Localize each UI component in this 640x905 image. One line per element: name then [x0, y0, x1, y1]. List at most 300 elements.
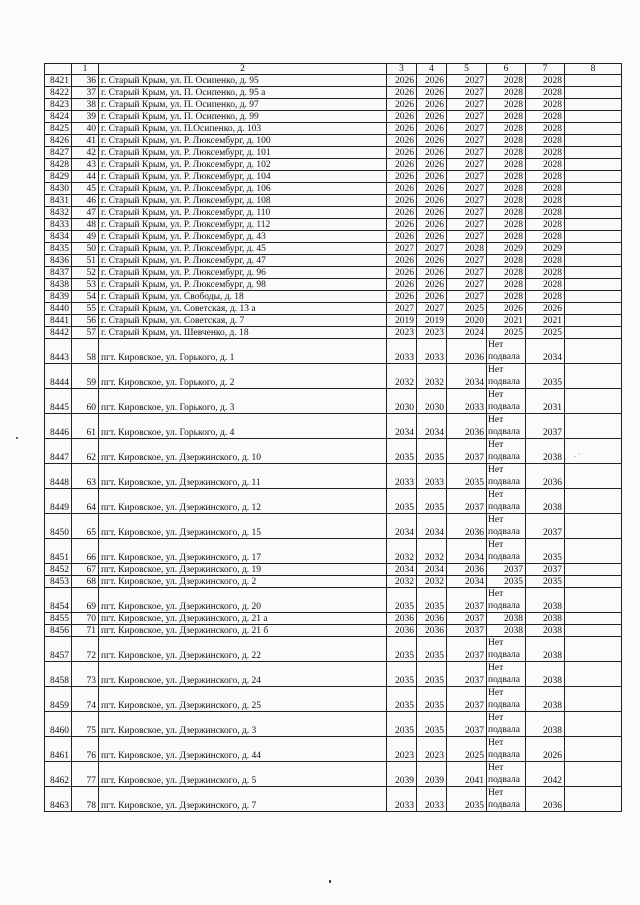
cell-col-6	[487, 687, 526, 712]
cell-col-8	[565, 315, 622, 327]
cell-col-7: 2028	[526, 135, 565, 147]
table-row	[45, 123, 622, 135]
cell-col-5: 2034	[447, 364, 487, 389]
cell-col-8	[565, 514, 622, 539]
cell-col-4: 2033	[417, 787, 447, 812]
cell-col-5: 2028	[447, 243, 487, 255]
cell-col-5: 2027	[447, 255, 487, 267]
cell-col-4: 2026	[417, 219, 447, 231]
cell-address: пгт. Кировское, ул. Дзержинского, д. 10	[99, 439, 387, 464]
cell-note-line: Нет	[488, 663, 504, 673]
cell-col-6: 2028	[487, 291, 526, 303]
cell-col-8	[565, 464, 622, 489]
cell-col-3: 2023	[387, 737, 417, 762]
cell-note-line: подвала	[488, 402, 521, 412]
cell-col-5: 2027	[447, 207, 487, 219]
cell-col-6: 2037	[487, 564, 526, 576]
cell-col-5: 2037	[447, 588, 487, 613]
cell-item-number: 54	[72, 291, 99, 303]
cell-address: г. Старый Крым, ул. Р. Люксембург, д. 110	[99, 207, 387, 219]
table-row	[45, 147, 622, 159]
cell-col-5: 2037	[447, 662, 487, 687]
table-row	[45, 159, 622, 171]
cell-address: г. Старый Крым, ул. Р. Люксембург, д. 96	[99, 267, 387, 279]
cell-item-number: 55	[72, 303, 99, 315]
cell-row-number: 8452	[45, 564, 72, 576]
cell-address: пгт. Кировское, ул. Дзержинского, д. 21 а	[99, 613, 387, 625]
scan-speck	[16, 437, 18, 439]
cell-col-4: 2030	[417, 389, 447, 414]
cell-col-6: 2038	[487, 625, 526, 637]
cell-col-8	[565, 414, 622, 439]
table-row	[45, 255, 622, 267]
cell-item-number: 41	[72, 135, 99, 147]
cell-address: г. Старый Крым, ул. Р. Люксембург, д. 106	[99, 183, 387, 195]
cell-note-line: подвала	[488, 601, 521, 611]
cell-item-number: 77	[72, 762, 99, 787]
cell-col-8	[565, 737, 622, 762]
cell-col-6: 2025	[487, 327, 526, 339]
cell-col-6	[487, 389, 526, 414]
cell-row-number: 8431	[45, 195, 72, 207]
cell-col-3: 2032	[387, 539, 417, 564]
cell-col-5: 2034	[447, 576, 487, 588]
cell-col-8	[565, 243, 622, 255]
table-row	[45, 183, 622, 195]
cell-address: г. Старый Крым, ул. Р. Люксембург, д. 108	[99, 195, 387, 207]
cell-col-6: 2028	[487, 255, 526, 267]
cell-col-3: 2026	[387, 183, 417, 195]
cell-item-number: 51	[72, 255, 99, 267]
cell-note-line: подвала	[488, 700, 521, 710]
cell-col-7: 2037	[526, 564, 565, 576]
cell-col-4: 2026	[417, 123, 447, 135]
cell-col-6: 2028	[487, 195, 526, 207]
table-row	[45, 219, 622, 231]
cell-col-6: 2028	[487, 159, 526, 171]
cell-col-5: 2025	[447, 303, 487, 315]
cell-col-8	[565, 159, 622, 171]
cell-item-number: 76	[72, 737, 99, 762]
cell-col-5: 2027	[447, 75, 487, 87]
cell-col-4: 2039	[417, 762, 447, 787]
cell-col-6: 2029	[487, 243, 526, 255]
cell-col-7: 2035	[526, 539, 565, 564]
cell-col-8	[565, 576, 622, 588]
cell-col-8	[565, 327, 622, 339]
cell-col-3: 2026	[387, 291, 417, 303]
cell-row-number: 8432	[45, 207, 72, 219]
cell-note-line: подвала	[488, 477, 521, 487]
cell-col-3: 2026	[387, 207, 417, 219]
table-row	[45, 279, 622, 291]
cell-row-number: 8456	[45, 625, 72, 637]
cell-note-line: Нет	[488, 415, 504, 425]
cell-note-line: Нет	[488, 465, 504, 475]
cell-item-number: 42	[72, 147, 99, 159]
cell-item-number: 73	[72, 662, 99, 687]
cell-col-4: 2035	[417, 439, 447, 464]
table-row	[45, 243, 622, 255]
cell-col-7: 2037	[526, 414, 565, 439]
header-cell-col-5: 5	[447, 64, 487, 75]
cell-col-3: 2019	[387, 315, 417, 327]
cell-col-5: 2033	[447, 389, 487, 414]
cell-col-8	[565, 588, 622, 613]
cell-item-number: 39	[72, 111, 99, 123]
cell-address: г. Старый Крым, ул. Р. Люксембург, д. 104	[99, 171, 387, 183]
cell-col-6	[487, 712, 526, 737]
cell-row-number: 8444	[45, 364, 72, 389]
cell-row-number: 8449	[45, 489, 72, 514]
table-row	[45, 588, 622, 613]
cell-col-5: 2027	[447, 171, 487, 183]
cell-col-7: 2028	[526, 147, 565, 159]
cell-address: г. Старый Крым, ул. П.Осипенко, д. 103	[99, 123, 387, 135]
cell-col-7: 2028	[526, 207, 565, 219]
table-row	[45, 613, 622, 625]
cell-address: г. Старый Крым, ул. Шевченко, д. 18	[99, 327, 387, 339]
cell-row-number: 8458	[45, 662, 72, 687]
cell-address: г. Старый Крым, ул. Свободы, д. 18	[99, 291, 387, 303]
cell-col-6	[487, 762, 526, 787]
cell-col-8	[565, 787, 622, 812]
cell-address: г. Старый Крым, ул. Р. Люксембург, д. 47	[99, 255, 387, 267]
cell-item-number: 63	[72, 464, 99, 489]
cell-address: г. Старый Крым, ул. Р. Люксембург, д. 98	[99, 279, 387, 291]
cell-col-4: 2035	[417, 662, 447, 687]
table-row	[45, 75, 622, 87]
cell-col-5: 2027	[447, 87, 487, 99]
cell-item-number: 72	[72, 637, 99, 662]
cell-item-number: 64	[72, 489, 99, 514]
cell-row-number: 8437	[45, 267, 72, 279]
cell-address: г. Старый Крым, ул. П. Осипенко, д. 95	[99, 75, 387, 87]
cell-col-6: 2028	[487, 123, 526, 135]
cell-col-3: 2026	[387, 231, 417, 243]
cell-address: пгт. Кировское, ул. Горького, д. 3	[99, 389, 387, 414]
cell-col-6	[487, 737, 526, 762]
cell-note-line: Нет	[488, 540, 504, 550]
cell-row-number: 8457	[45, 637, 72, 662]
table-row	[45, 637, 622, 662]
cell-address: г. Старый Крым, ул. Р. Люксембург, д. 100	[99, 135, 387, 147]
cell-col-6: 2028	[487, 183, 526, 195]
cell-note-line: Нет	[488, 589, 504, 599]
table-row	[45, 171, 622, 183]
cell-col-8	[565, 267, 622, 279]
cell-col-7: 2037	[526, 514, 565, 539]
cell-item-number: 71	[72, 625, 99, 637]
cell-row-number: 8439	[45, 291, 72, 303]
cell-note-line: подвала	[488, 650, 521, 660]
cell-item-number: 36	[72, 75, 99, 87]
cell-col-3: 2026	[387, 135, 417, 147]
cell-note-line: Нет	[488, 440, 504, 450]
table-row	[45, 687, 622, 712]
table-row	[45, 339, 622, 364]
cell-col-6: 2028	[487, 99, 526, 111]
cell-address: г. Старый Крым, ул. Советская, д. 7	[99, 315, 387, 327]
table-row	[45, 737, 622, 762]
cell-row-number: 8462	[45, 762, 72, 787]
cell-note-line: подвала	[488, 377, 521, 387]
cell-col-6: 2028	[487, 279, 526, 291]
cell-col-7: 2028	[526, 159, 565, 171]
table-row	[45, 489, 622, 514]
cell-item-number: 43	[72, 159, 99, 171]
cell-col-4: 2026	[417, 75, 447, 87]
cell-col-5: 2027	[447, 147, 487, 159]
header-cell-col-4: 4	[417, 64, 447, 75]
cell-address: г. Старый Крым, ул. Р. Люксембург, д. 101	[99, 147, 387, 159]
header-cell-col-8: 8	[565, 64, 622, 75]
table-row	[45, 539, 622, 564]
cell-item-number: 53	[72, 279, 99, 291]
cell-col-4: 2034	[417, 514, 447, 539]
cell-address: пгт. Кировское, ул. Горького, д. 1	[99, 339, 387, 364]
cell-row-number: 8433	[45, 219, 72, 231]
cell-col-3: 2035	[387, 687, 417, 712]
scan-speck	[329, 880, 331, 883]
cell-col-5: 2025	[447, 737, 487, 762]
cell-col-5: 2027	[447, 123, 487, 135]
cell-col-4: 2026	[417, 195, 447, 207]
cell-item-number: 47	[72, 207, 99, 219]
cell-col-8	[565, 613, 622, 625]
cell-row-number: 8440	[45, 303, 72, 315]
cell-col-8	[565, 389, 622, 414]
cell-address: пгт. Кировское, ул. Дзержинского, д. 21 б	[99, 625, 387, 637]
cell-address: г. Старый Крым, ул. Р. Люксембург, д. 102	[99, 159, 387, 171]
cell-col-3: 2026	[387, 147, 417, 159]
cell-col-6: 2028	[487, 75, 526, 87]
cell-col-5: 2035	[447, 787, 487, 812]
cell-col-3: 2026	[387, 75, 417, 87]
cell-col-3: 2033	[387, 464, 417, 489]
cell-address: г. Старый Крым, ул. Р. Люксембург, д. 45	[99, 243, 387, 255]
cell-col-4: 2027	[417, 303, 447, 315]
cell-item-number: 38	[72, 99, 99, 111]
cell-col-6	[487, 787, 526, 812]
cell-col-3: 2035	[387, 439, 417, 464]
cell-note-line: Нет	[488, 515, 504, 525]
cell-col-7: 2028	[526, 111, 565, 123]
table-row	[45, 662, 622, 687]
cell-col-3: 2032	[387, 364, 417, 389]
cell-col-6	[487, 339, 526, 364]
cell-col-8	[565, 219, 622, 231]
cell-row-number: 8447	[45, 439, 72, 464]
cell-row-number: 8443	[45, 339, 72, 364]
cell-note-line: Нет	[488, 763, 504, 773]
cell-row-number: 8430	[45, 183, 72, 195]
table-row	[45, 195, 622, 207]
cell-col-4: 2033	[417, 339, 447, 364]
cell-col-3: 2035	[387, 588, 417, 613]
cell-col-4: 2026	[417, 135, 447, 147]
cell-col-7: 2036	[526, 464, 565, 489]
cell-col-5: 2024	[447, 327, 487, 339]
cell-item-number: 61	[72, 414, 99, 439]
cell-col-4: 2026	[417, 171, 447, 183]
cell-row-number: 8453	[45, 576, 72, 588]
cell-col-5: 2027	[447, 159, 487, 171]
cell-col-7: 2038	[526, 637, 565, 662]
cell-col-6	[487, 637, 526, 662]
cell-item-number: 75	[72, 712, 99, 737]
table-row	[45, 87, 622, 99]
cell-col-4: 2032	[417, 539, 447, 564]
cell-col-5: 2036	[447, 564, 487, 576]
cell-col-8	[565, 662, 622, 687]
cell-item-number: 67	[72, 564, 99, 576]
table-row	[45, 111, 622, 123]
cell-col-5: 2027	[447, 279, 487, 291]
cell-col-7: 2026	[526, 737, 565, 762]
cell-col-4: 2026	[417, 159, 447, 171]
cell-col-4: 2026	[417, 291, 447, 303]
cell-row-number: 8427	[45, 147, 72, 159]
cell-row-number: 8442	[45, 327, 72, 339]
cell-col-4: 2035	[417, 687, 447, 712]
cell-address: пгт. Кировское, ул. Дзержинского, д. 2	[99, 576, 387, 588]
cell-note-line: подвала	[488, 552, 521, 562]
cell-col-7: 2028	[526, 195, 565, 207]
cell-col-7: 2021	[526, 315, 565, 327]
header-row	[45, 64, 622, 75]
cell-col-7: 2038	[526, 662, 565, 687]
cell-col-5: 2035	[447, 464, 487, 489]
cell-row-number: 8460	[45, 712, 72, 737]
cell-col-8	[565, 291, 622, 303]
cell-note-line: подвала	[488, 750, 521, 760]
cell-col-7: 2038	[526, 712, 565, 737]
cell-address: г. Старый Крым, ул. Р. Люксембург, д. 112	[99, 219, 387, 231]
cell-address: пгт. Кировское, ул. Горького, д. 2	[99, 364, 387, 389]
cell-row-number: 8428	[45, 159, 72, 171]
cell-col-3: 2033	[387, 339, 417, 364]
cell-note-line: Нет	[488, 738, 504, 748]
cell-col-7: 2028	[526, 279, 565, 291]
cell-address: пгт. Кировское, ул. Дзержинского, д. 25	[99, 687, 387, 712]
cell-col-8	[565, 637, 622, 662]
cell-row-number: 8441	[45, 315, 72, 327]
cell-note-line: подвала	[488, 527, 521, 537]
cell-note-line: подвала	[488, 502, 521, 512]
cell-col-8	[565, 99, 622, 111]
cell-col-5: 2027	[447, 291, 487, 303]
cell-col-3: 2032	[387, 576, 417, 588]
cell-col-3: 2026	[387, 123, 417, 135]
cell-col-6	[487, 439, 526, 464]
cell-col-5: 2027	[447, 99, 487, 111]
cell-col-8	[565, 135, 622, 147]
cell-col-7: 2028	[526, 99, 565, 111]
cell-col-4: 2032	[417, 576, 447, 588]
cell-col-7: 2028	[526, 267, 565, 279]
cell-address: пгт. Кировское, ул. Дзержинского, д. 11	[99, 464, 387, 489]
table-row	[45, 787, 622, 812]
cell-col-3: 2035	[387, 662, 417, 687]
table-row	[45, 389, 622, 414]
cell-row-number: 8421	[45, 75, 72, 87]
cell-col-6	[487, 588, 526, 613]
cell-col-7: 2028	[526, 291, 565, 303]
cell-item-number: 62	[72, 439, 99, 464]
cell-col-5: 2027	[447, 219, 487, 231]
header-cell-item-number: 1	[72, 64, 99, 75]
cell-item-number: 50	[72, 243, 99, 255]
cell-col-6	[487, 662, 526, 687]
schedule-table	[44, 63, 622, 812]
cell-col-5: 2027	[447, 231, 487, 243]
cell-col-4: 2026	[417, 255, 447, 267]
cell-col-7: 2038	[526, 588, 565, 613]
header-cell-col-7: 7	[526, 64, 565, 75]
cell-col-5: 2037	[447, 489, 487, 514]
cell-col-5: 2037	[447, 712, 487, 737]
cell-col-4: 2026	[417, 183, 447, 195]
cell-item-number: 68	[72, 576, 99, 588]
cell-col-7: 2028	[526, 123, 565, 135]
cell-col-7: 2029	[526, 243, 565, 255]
cell-row-number: 8436	[45, 255, 72, 267]
cell-address: пгт. Кировское, ул. Дзержинского, д. 15	[99, 514, 387, 539]
cell-item-number: 56	[72, 315, 99, 327]
cell-col-6	[487, 489, 526, 514]
cell-col-8	[565, 339, 622, 364]
cell-note-line: Нет	[488, 688, 504, 698]
cell-item-number: 52	[72, 267, 99, 279]
cell-address: г. Старый Крым, ул. П. Осипенко, д. 99	[99, 111, 387, 123]
cell-col-8	[565, 207, 622, 219]
header-cell-col-3: 3	[387, 64, 417, 75]
cell-col-7: 2035	[526, 576, 565, 588]
cell-note-line: Нет	[488, 490, 504, 500]
cell-col-7: 2025	[526, 327, 565, 339]
cell-col-5: 2036	[447, 414, 487, 439]
cell-address: пгт. Кировское, ул. Дзержинского, д. 44	[99, 737, 387, 762]
header-cell-address: 2	[99, 64, 387, 75]
cell-item-number: 66	[72, 539, 99, 564]
cell-col-6	[487, 539, 526, 564]
cell-col-6: 2028	[487, 111, 526, 123]
cell-col-7: 2038	[526, 439, 565, 464]
cell-col-8	[565, 147, 622, 159]
cell-col-3: 2034	[387, 564, 417, 576]
cell-col-3: 2026	[387, 279, 417, 291]
cell-item-number: 40	[72, 123, 99, 135]
cell-row-number: 8446	[45, 414, 72, 439]
cell-col-5: 2027	[447, 135, 487, 147]
cell-col-6: 2038	[487, 613, 526, 625]
cell-col-3: 2036	[387, 613, 417, 625]
cell-row-number: 8451	[45, 539, 72, 564]
cell-item-number: 70	[72, 613, 99, 625]
table-row	[45, 576, 622, 588]
table-row	[45, 364, 622, 389]
table-row	[45, 712, 622, 737]
cell-col-4: 2026	[417, 87, 447, 99]
cell-address: пгт. Кировское, ул. Дзержинского, д. 24	[99, 662, 387, 687]
cell-col-8	[565, 564, 622, 576]
cell-col-6	[487, 514, 526, 539]
cell-col-6: 2028	[487, 207, 526, 219]
table-row	[45, 99, 622, 111]
cell-col-8	[565, 231, 622, 243]
cell-col-6: 2028	[487, 135, 526, 147]
